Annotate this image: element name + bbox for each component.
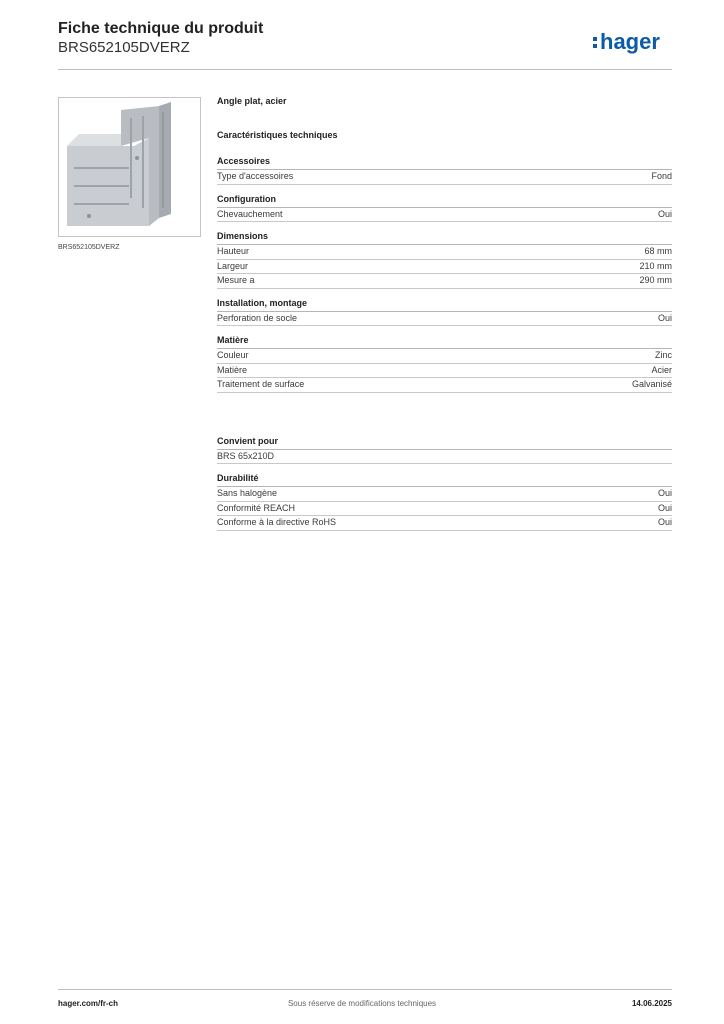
spec-row — [217, 487, 672, 502]
spec-row — [217, 349, 672, 364]
spec-value: 210 mm — [639, 260, 672, 271]
spec-row — [217, 502, 672, 517]
group-title: Dimensions — [217, 231, 672, 245]
product-image — [58, 97, 201, 237]
spec-row — [217, 312, 672, 327]
spec-label: Largeur — [217, 260, 249, 271]
spec-value: Oui — [657, 208, 672, 219]
page-title: Fiche technique du produit — [58, 20, 264, 37]
spec-label: Conformité REACH — [217, 502, 296, 513]
spec-value: Galvanisé — [631, 379, 672, 389]
spec-value: 68 mm — [644, 246, 672, 256]
footer-date: 14.06.2025 — [631, 999, 672, 1008]
spec-label: Hauteur — [217, 246, 250, 256]
spec-row — [217, 364, 672, 379]
spec-value: Acier — [651, 364, 672, 375]
group-title: Accessoires — [217, 156, 672, 170]
group-title: Installation, montage — [217, 298, 672, 312]
spec-label: Mesure a — [217, 275, 255, 285]
technical-characteristics-heading: Caractéristiques techniques — [217, 130, 338, 140]
logo-text: hager — [600, 29, 660, 54]
group-installation — [217, 298, 672, 327]
group-durabilite — [217, 473, 672, 531]
spec-row — [217, 274, 672, 289]
hager-logo — [592, 27, 672, 57]
footer-divider — [58, 989, 672, 990]
footer-note: Sous réserve de modifications techniques — [287, 999, 437, 1008]
product-reference: BRS652105DVERZ — [58, 39, 190, 56]
group-convient-pour — [217, 436, 672, 465]
group-title: Configuration — [217, 194, 672, 208]
group-dimensions — [217, 231, 672, 289]
spec-value: Oui — [657, 312, 672, 323]
spec-label: Chevauchement — [217, 208, 283, 219]
group-title: Matière — [217, 335, 672, 349]
group-matiere — [217, 335, 672, 393]
spec-row — [217, 450, 672, 465]
spec-row — [217, 378, 672, 393]
spec-label: Sans halogène — [217, 488, 278, 498]
group-title: Durabilité — [217, 473, 672, 487]
spec-value: Oui — [657, 517, 672, 527]
image-caption: BRS652105DVERZ — [58, 244, 120, 251]
footer-website: hager.com/fr-ch — [58, 999, 119, 1008]
spec-row — [217, 170, 672, 185]
spec-label: Conforme à la directive RoHS — [217, 517, 337, 527]
header-divider — [58, 69, 672, 70]
spec-label: Type d'accessoires — [217, 171, 294, 181]
spec-label: Couleur — [217, 350, 249, 360]
group-title: Convient pour — [217, 436, 672, 450]
spec-value: Zinc — [654, 350, 672, 360]
spec-row — [217, 516, 672, 531]
spec-label: Perforation de socle — [217, 312, 298, 323]
spec-label: Traitement de surface — [217, 379, 305, 389]
group-configuration — [217, 194, 672, 223]
spec-value: Fond — [651, 171, 672, 181]
spec-row — [217, 208, 672, 223]
spec-row — [217, 260, 672, 275]
product-description: Angle plat, acier — [217, 96, 287, 106]
spec-label: Matière — [217, 364, 248, 375]
spec-row — [217, 245, 672, 260]
group-accessoires — [217, 156, 672, 185]
spec-value: Oui — [657, 488, 672, 498]
spec-value: 290 mm — [639, 275, 672, 285]
spec-label: BRS 65x210D — [217, 450, 275, 461]
section-spacer — [217, 402, 672, 436]
specifications — [217, 96, 672, 540]
spec-value: Oui — [657, 502, 672, 513]
